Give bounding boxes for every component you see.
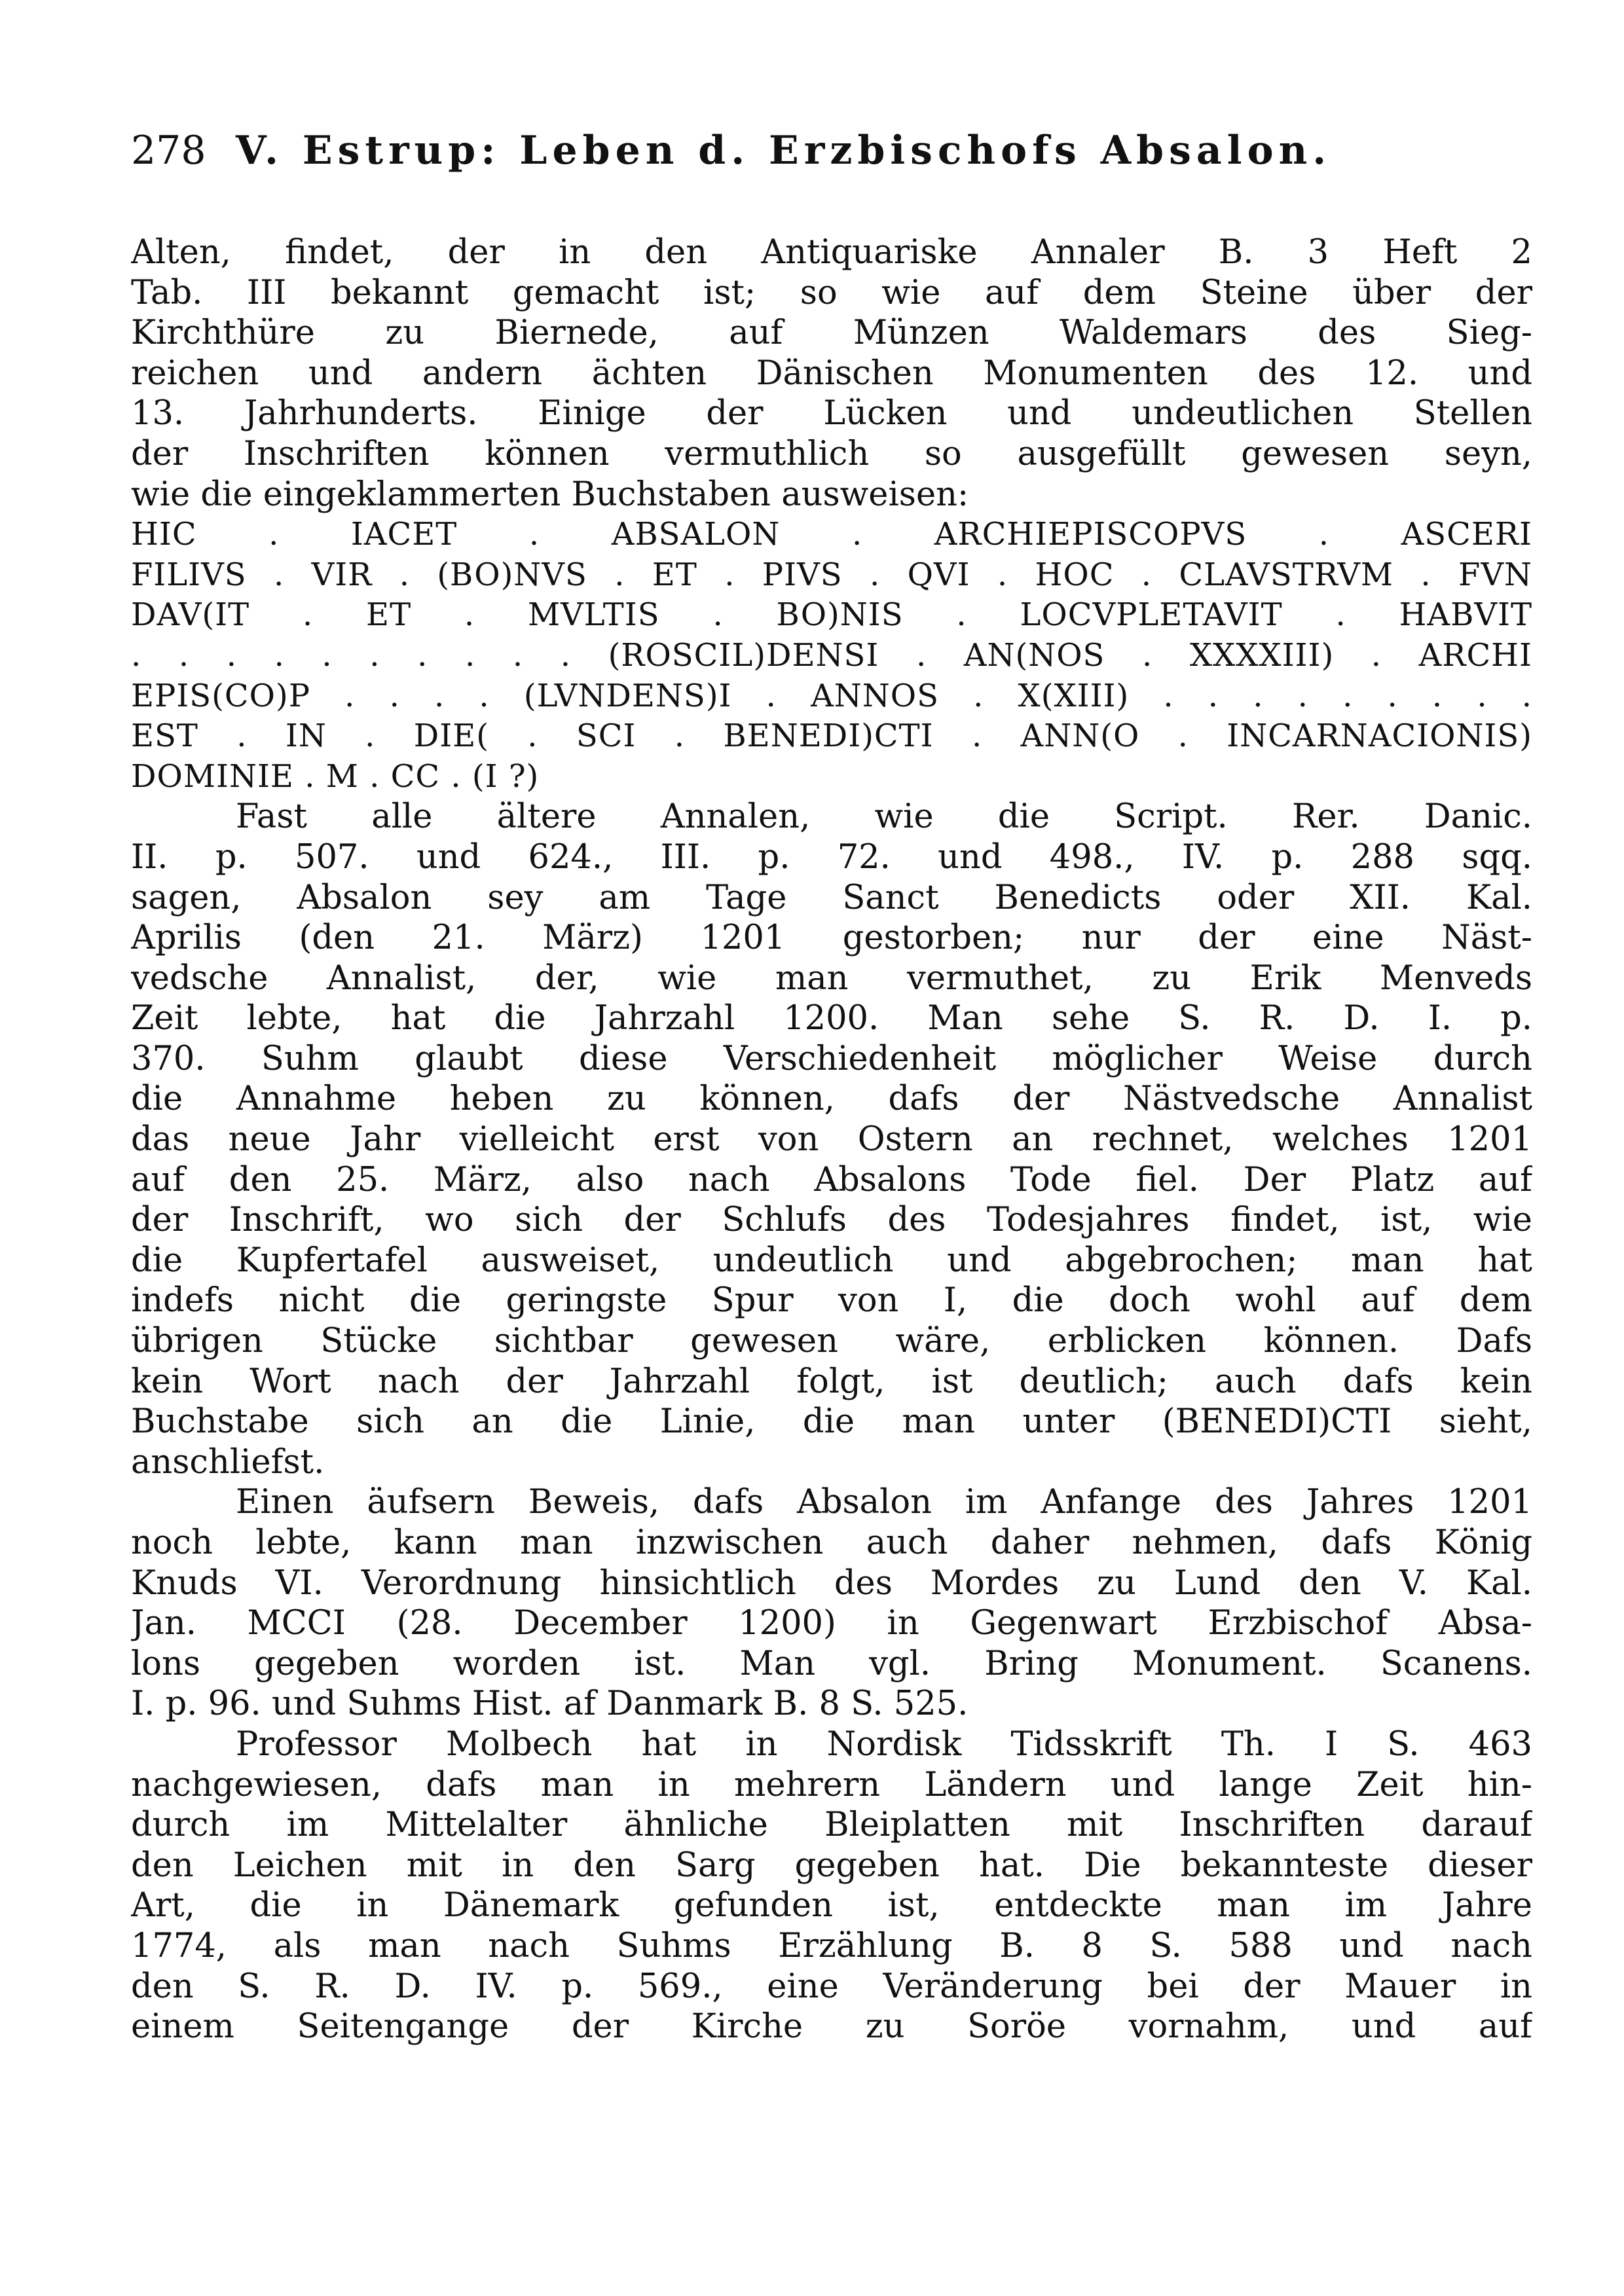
inscription-line: FILIVS . VIR . (BO)NVS . ET . PIVS . QVI . HOC . CLAVSTRVM . FVN [131, 556, 1532, 593]
page-number: 278 [131, 128, 206, 173]
text-line: II. p. 507. und 624., III. p. 72. und 498., IV. p. 288 sqq. [131, 837, 1532, 877]
text-line: Einen äufsern Beweis, dafs Absalon im Anfange des Jahres 1201 [236, 1483, 1532, 1522]
inscription-line: DOMINIE . M . CC . (I ?) [131, 757, 540, 795]
text-line: einem Seitengange der Kirche zu Soröe vornahm, und auf [131, 2007, 1532, 2047]
inscription-block [131, 515, 1532, 797]
text-line: lons gegeben worden ist. Man vgl. Bring Monument. Scanens. [131, 1644, 1532, 1683]
text-line: den Leichen mit in den Sarg gegeben hat. Die bekannteste dieser [131, 1846, 1532, 1885]
text-line: Kirchthüre zu Biernede, auf Münzen Waldemars des Sieg- [131, 314, 1532, 353]
text-line: Jan. MCCI (28. December 1200) in Gegenwart Erzbischof Absa- [131, 1604, 1532, 1643]
text-line: 370. Suhm glaubt diese Verschiedenheit möglicher Weise durch [131, 1039, 1532, 1078]
text-line: Fast alle ältere Annalen, wie die Script. Rer. Danic. [236, 797, 1532, 837]
text-line: 13. Jahrhunderts. Einige der Lücken und undeutlichen Stellen [131, 394, 1532, 433]
paragraph-continuation [131, 232, 1532, 515]
text-line: Buchstabe sich an die Linie, die man unter (BENEDI)CTI sieht, [131, 1402, 1532, 1442]
paragraph-beweis [131, 1482, 1532, 1724]
text-line: Knuds VI. Verordnung hinsichtlich des Mordes zu Lund den V. Kal. [131, 1563, 1532, 1603]
text-line: das neue Jahr vielleicht erst von Ostern an rechnet, welches 1201 [131, 1120, 1532, 1159]
paragraph-annalen [131, 797, 1532, 1482]
inscription-line: HIC . IACET . ABSALON . ARCHIEPISCOPVS . ASCERI [131, 516, 1532, 553]
text-line: Professor Molbech hat in Nordisk Tidsskrift Th. I S. 463 [236, 1724, 1532, 1764]
text-line: Tab. III bekannt gemacht ist; so wie auf dem Steine über der [131, 273, 1532, 312]
inscription-line: DAV(IT . ET . MVLTIS . BO)NIS . LOCVPLETAVIT . HABVIT [131, 596, 1532, 634]
inscription-line: EST . IN . DIE( . SCI . BENEDI)CTI . ANN(O . INCARNACIONIS) [131, 718, 1532, 755]
text-line: Aprilis (den 21. März) 1201 gestorben; nur der eine Näst- [131, 919, 1532, 958]
text-line: auf den 25. März, also nach Absalons Tode fiel. Der Platz auf [131, 1160, 1532, 1199]
text-line: der Inschrift, wo sich der Schlufs des Todesjahres findet, ist, wie [131, 1201, 1532, 1240]
text-line: den S. R. D. IV. p. 569., eine Veränderung bei der Mauer in [131, 1967, 1532, 2006]
text-line: durch im Mittelalter ähnliche Bleiplatten mit Inschriften darauf [131, 1806, 1532, 1845]
book-page [131, 128, 1532, 2047]
text-line: nachgewiesen, dafs man in mehrern Ländern und lange Zeit hin- [131, 1765, 1532, 1804]
text-line: Art, die in Dänemark gefunden ist, entdeckte man im Jahre [131, 1886, 1532, 1925]
text-line: indefs nicht die geringste Spur von I, die doch wohl auf dem [131, 1281, 1532, 1321]
text-line: anschliefst. [131, 1442, 325, 1482]
text-line: wie die eingeklammerten Buchstaben ausweisen: [131, 475, 969, 514]
text-line: die Kupfertafel ausweiset, undeutlich und abgebrochen; man hat [131, 1241, 1532, 1280]
inscription-line: . . . . . . . . . . (ROSCIL)DENSI . AN(NOS . XXXXIII) . ARCHI [131, 636, 1532, 674]
text-line: der Inschriften können vermuthlich so ausgefüllt gewesen seyn, [131, 434, 1532, 473]
text-line: reichen und andern ächten Dänischen Monumenten des 12. und [131, 354, 1532, 393]
text-line: noch lebte, kann man inzwischen auch daher nehmen, dafs König [131, 1523, 1532, 1562]
text-line: vedsche Annalist, der, wie man vermuthet, zu Erik Menveds [131, 958, 1532, 998]
body-text [131, 232, 1532, 2047]
running-head: V. Estrup: Leben d. Erzbischofs Absalon. [236, 128, 1332, 173]
text-line: kein Wort nach der Jahrzahl folgt, ist deutlich; auch dafs kein [131, 1362, 1532, 1401]
page-header [131, 128, 1532, 187]
text-line: Zeit lebte, hat die Jahrzahl 1200. Man sehe S. R. D. I. p. [131, 999, 1532, 1038]
text-line: Alten, findet, der in den Antiquariske Annaler B. 3 Heft 2 [131, 233, 1532, 272]
text-line: sagen, Absalon sey am Tage Sanct Benedicts oder XII. Kal. [131, 878, 1532, 917]
inscription-line: EPIS(CO)P . . . . (LVNDENS)I . ANNOS . X(XIII) . . . . . . . . . [131, 677, 1532, 714]
text-line: 1774, als man nach Suhms Erzählung B. 8 S. 588 und nach [131, 1926, 1532, 1965]
text-line: die Annahme heben zu können, dafs der Nästvedsche Annalist [131, 1080, 1532, 1119]
text-line: übrigen Stücke sichtbar gewesen wäre, erblicken können. Dafs [131, 1322, 1532, 1361]
paragraph-molbech [131, 1724, 1532, 2047]
text-line: I. p. 96. und Suhms Hist. af Danmark B. 8 S. 525. [131, 1685, 969, 1724]
